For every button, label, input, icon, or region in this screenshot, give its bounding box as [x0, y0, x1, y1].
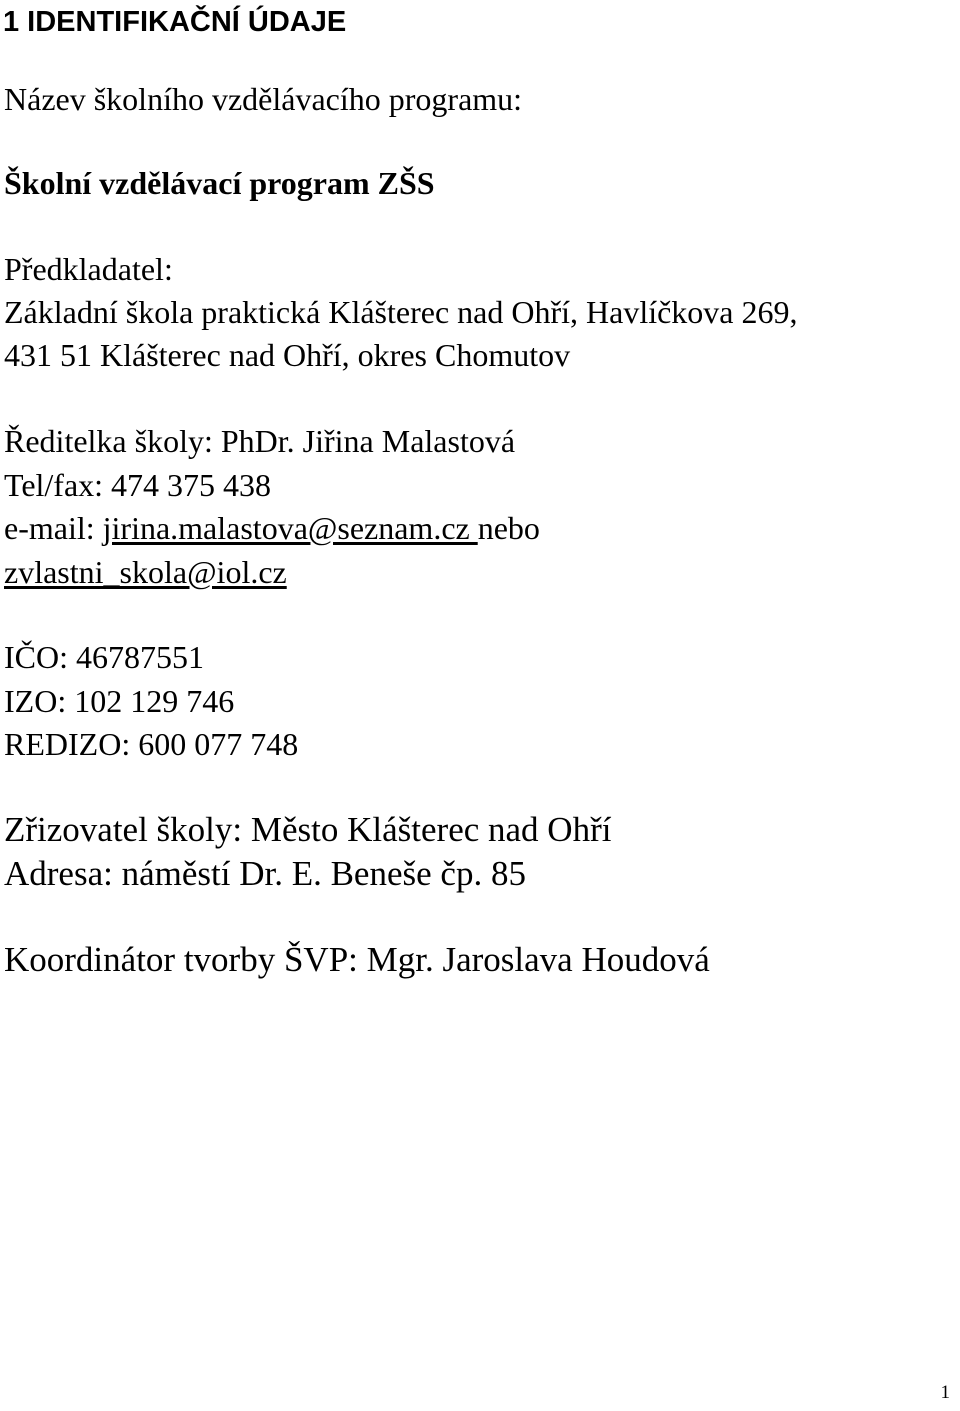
email-line — [4, 512, 540, 544]
phone-line: Tel/fax: 474 375 438 — [4, 467, 272, 503]
email-line-2 — [4, 556, 287, 588]
coordinator-line: Koordinátor tvorby ŠVP: Mgr. Jaroslava Houdová — [4, 940, 710, 979]
program-label: Název školního vzdělávacího programu: — [4, 81, 523, 117]
page-number: 1 — [940, 1382, 950, 1403]
founder-line: Zřizovatel školy: Město Klášterec nad Ohří — [4, 810, 612, 849]
izo-line: IZO: 102 129 746 — [4, 683, 235, 719]
redizo-line: REDIZO: 600 077 748 — [4, 726, 299, 762]
section-heading: 1 IDENTIFIKAČNÍ ÚDAJE — [3, 6, 347, 38]
submitter-address-line-1: Základní škola praktická Klášterec nad Ohří, Havlíčkova 269, — [4, 294, 798, 330]
email-joiner: nebo — [477, 510, 540, 546]
submitter-address-line-2: 431 51 Klášterec nad Ohří, okres Chomutov — [4, 337, 571, 373]
submitter-label: Předkladatel: — [4, 251, 173, 287]
email-link-primary[interactable]: jirina.malastova@seznam.cz — [102, 510, 478, 546]
email-link-secondary[interactable]: zvlastni_skola@iol.cz — [4, 554, 287, 590]
ico-line: IČO: 46787551 — [4, 639, 204, 675]
email-prefix: e-mail: — [4, 510, 103, 546]
program-title: Školní vzdělávací program ZŠS — [4, 165, 435, 201]
director-line: Ředitelka školy: PhDr. Jiřina Malastová — [4, 423, 516, 459]
founder-address: Adresa: náměstí Dr. E. Beneše čp. 85 — [4, 854, 526, 893]
